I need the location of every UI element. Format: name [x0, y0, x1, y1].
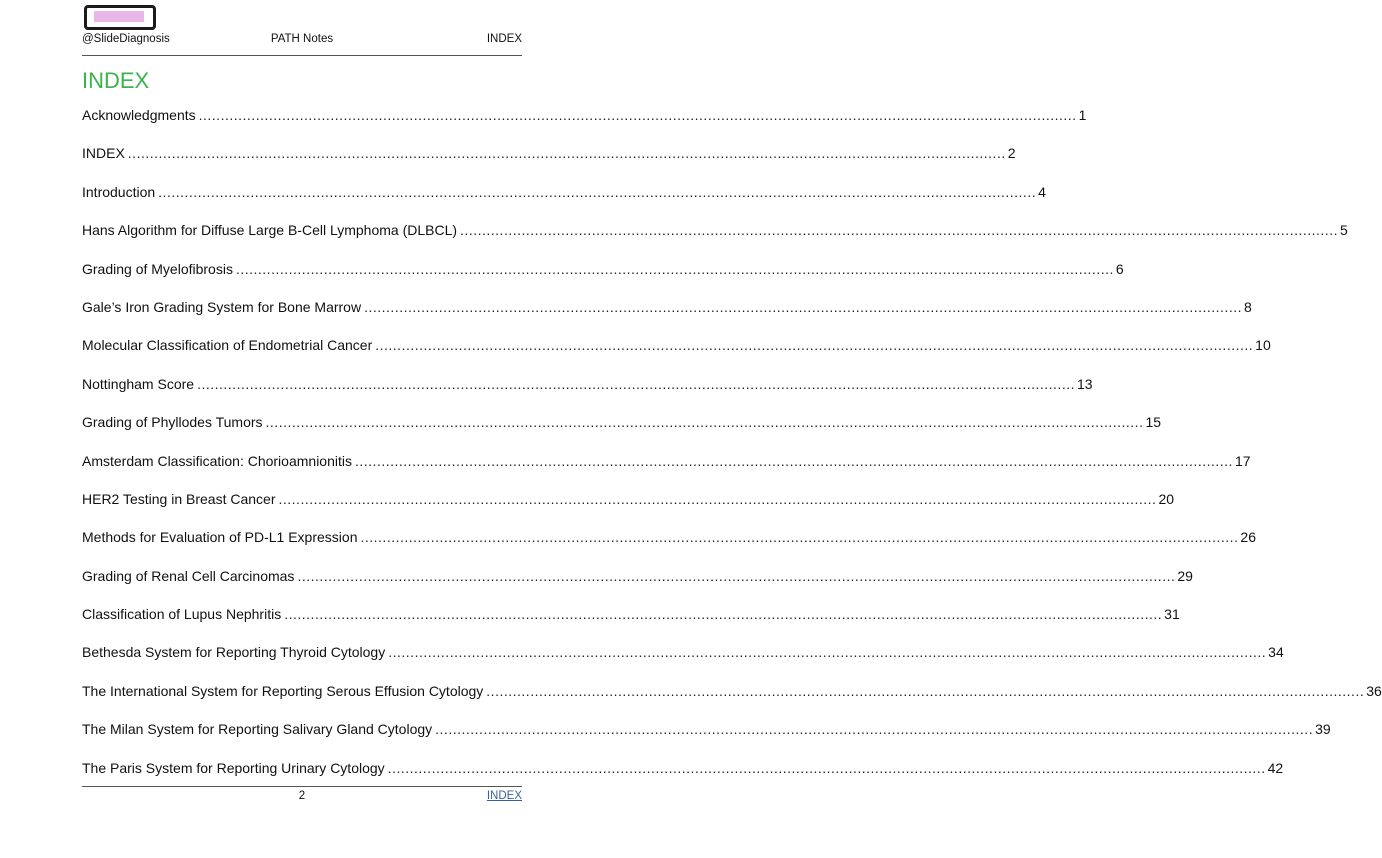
- header-divider: [82, 55, 522, 56]
- footer-index-link[interactable]: INDEX: [486, 790, 522, 802]
- toc-entry[interactable]: [82, 644, 1284, 682]
- slide-logo-fill: [94, 11, 144, 22]
- header-section: INDEX: [486, 33, 522, 45]
- slide-logo-icon: [84, 5, 156, 30]
- toc-entry[interactable]: [82, 145, 1016, 183]
- toc-entry-page: 1: [1078, 107, 1087, 123]
- toc-dot-leader: ........................................................................................................................................................................................................: [486, 682, 1365, 699]
- toc-dot-leader: ........................................................................................................................................................................................................: [375, 337, 1254, 354]
- toc-entry-page: 17: [1234, 452, 1251, 469]
- toc-entry-page: 5: [1339, 222, 1348, 239]
- toc-dot-leader: ........................................................................................................................................................................................................: [388, 644, 1267, 661]
- toc-entry-title: Grading of Renal Cell Carcinomas: [82, 567, 295, 584]
- toc-entry[interactable]: [82, 260, 1124, 299]
- toc-entry-title: Methods for Evaluation of PD-L1 Expression: [82, 529, 358, 546]
- toc-entry-title: Grading of Myelofibrosis: [82, 260, 233, 277]
- toc-dot-leader: ........................................................................................................................................................................................................: [158, 183, 1037, 200]
- toc-entry-title: Bethesda System for Reporting Thyroid Cytology: [82, 644, 386, 661]
- toc-entry[interactable]: [82, 375, 1093, 414]
- toc-dot-leader: ........................................................................................................................................................................................................: [364, 298, 1243, 315]
- toc-entry-title: Gale’s Iron Grading System for Bone Marrow: [82, 298, 362, 315]
- toc-entry[interactable]: [82, 222, 1348, 260]
- toc-entry[interactable]: [82, 298, 1252, 337]
- toc-entry-title: Nottingham Score: [82, 375, 195, 392]
- toc-entry[interactable]: [82, 721, 1331, 759]
- toc-entry[interactable]: [82, 337, 1271, 375]
- toc-dot-leader: ........................................................................................................................................................................................................: [265, 414, 1144, 431]
- toc-dot-leader: ........................................................................................................................................................................................................: [284, 606, 1163, 623]
- toc-entry[interactable]: [82, 183, 1046, 222]
- footer-divider: [82, 786, 522, 787]
- toc-dot-leader: ........................................................................................................................................................................................................: [278, 490, 1157, 507]
- toc-entry-title: Amsterdam Classification: Chorioamnionitis: [82, 452, 352, 469]
- toc-entry-page: 29: [1177, 567, 1193, 584]
- toc-entry-title: The International System for Reporting Serous Effusion Cytology: [82, 682, 484, 699]
- toc-entry[interactable]: [82, 567, 1193, 606]
- toc-dot-leader: ........................................................................................................................................................................................................: [197, 375, 1075, 392]
- toc-dot-leader: ........................................................................................................................................................................................................: [435, 721, 1314, 738]
- toc-entry-title: Grading of Phyllodes Tumors: [82, 414, 263, 431]
- toc-entry-page: 2: [1007, 145, 1016, 162]
- toc-entry-title: Classification of Lupus Nephritis: [82, 606, 282, 623]
- toc-entry-page: 6: [1115, 260, 1124, 277]
- page-footer: [82, 790, 522, 806]
- toc-dot-leader: ........................................................................................................................................................................................................: [387, 759, 1266, 776]
- toc-entry-title: Introduction: [82, 183, 156, 200]
- toc-dot-leader: ........................................................................................................................................................................................................: [297, 567, 1176, 584]
- toc-entry-title: Acknowledgments: [82, 107, 196, 123]
- table-of-contents: [82, 107, 1382, 798]
- toc-dot-leader: ........................................................................................................................................................................................................: [460, 222, 1338, 239]
- header-handle: @SlideDiagnosis: [82, 33, 170, 45]
- toc-dot-leader: ........................................................................................................................................................................................................: [127, 145, 1006, 162]
- toc-entry[interactable]: [82, 682, 1382, 721]
- toc-entry-page: 42: [1267, 759, 1284, 776]
- toc-entry[interactable]: [82, 606, 1180, 644]
- toc-entry-page: 15: [1145, 414, 1162, 431]
- toc-entry-title: Molecular Classification of Endometrial Cancer: [82, 337, 373, 354]
- toc-entry[interactable]: [82, 529, 1256, 567]
- header-doc-title: PATH Notes: [270, 33, 334, 45]
- toc-entry-title: Hans Algorithm for Diffuse Large B-Cell Lymphoma (DLBCL): [82, 222, 458, 239]
- footer-page-number: 2: [298, 790, 306, 802]
- toc-entry[interactable]: [82, 452, 1251, 491]
- toc-entry[interactable]: [82, 107, 1087, 145]
- page-header: [82, 33, 522, 49]
- toc-entry-page: 31: [1164, 606, 1180, 623]
- toc-dot-leader: ........................................................................................................................................................................................................: [360, 529, 1239, 546]
- toc-dot-leader: ........................................................................................................................................................................................................: [235, 260, 1114, 277]
- toc-entry[interactable]: [82, 414, 1162, 452]
- toc-entry-page: 34: [1268, 644, 1284, 661]
- toc-entry-title: HER2 Testing in Breast Cancer: [82, 490, 276, 507]
- toc-entry-page: 20: [1158, 490, 1175, 507]
- toc-entry-page: 4: [1038, 183, 1046, 200]
- toc-entry-title: The Milan System for Reporting Salivary Gland Cytology: [82, 721, 433, 738]
- toc-entry-title: INDEX: [82, 145, 125, 162]
- toc-dot-leader: ........................................................................................................................................................................................................: [198, 107, 1077, 123]
- toc-entry-page: 8: [1244, 298, 1252, 315]
- toc-entry-page: 10: [1255, 337, 1271, 354]
- page-title: INDEX: [82, 68, 150, 93]
- toc-entry[interactable]: [82, 490, 1175, 529]
- toc-entry-page: 13: [1077, 375, 1093, 392]
- toc-entry-title: The Paris System for Reporting Urinary Cytology: [82, 759, 385, 776]
- toc-entry-page: 36: [1366, 682, 1382, 699]
- toc-dot-leader: ........................................................................................................................................................................................................: [355, 452, 1233, 469]
- toc-entry-page: 26: [1240, 529, 1256, 546]
- toc-entry-page: 39: [1315, 721, 1331, 738]
